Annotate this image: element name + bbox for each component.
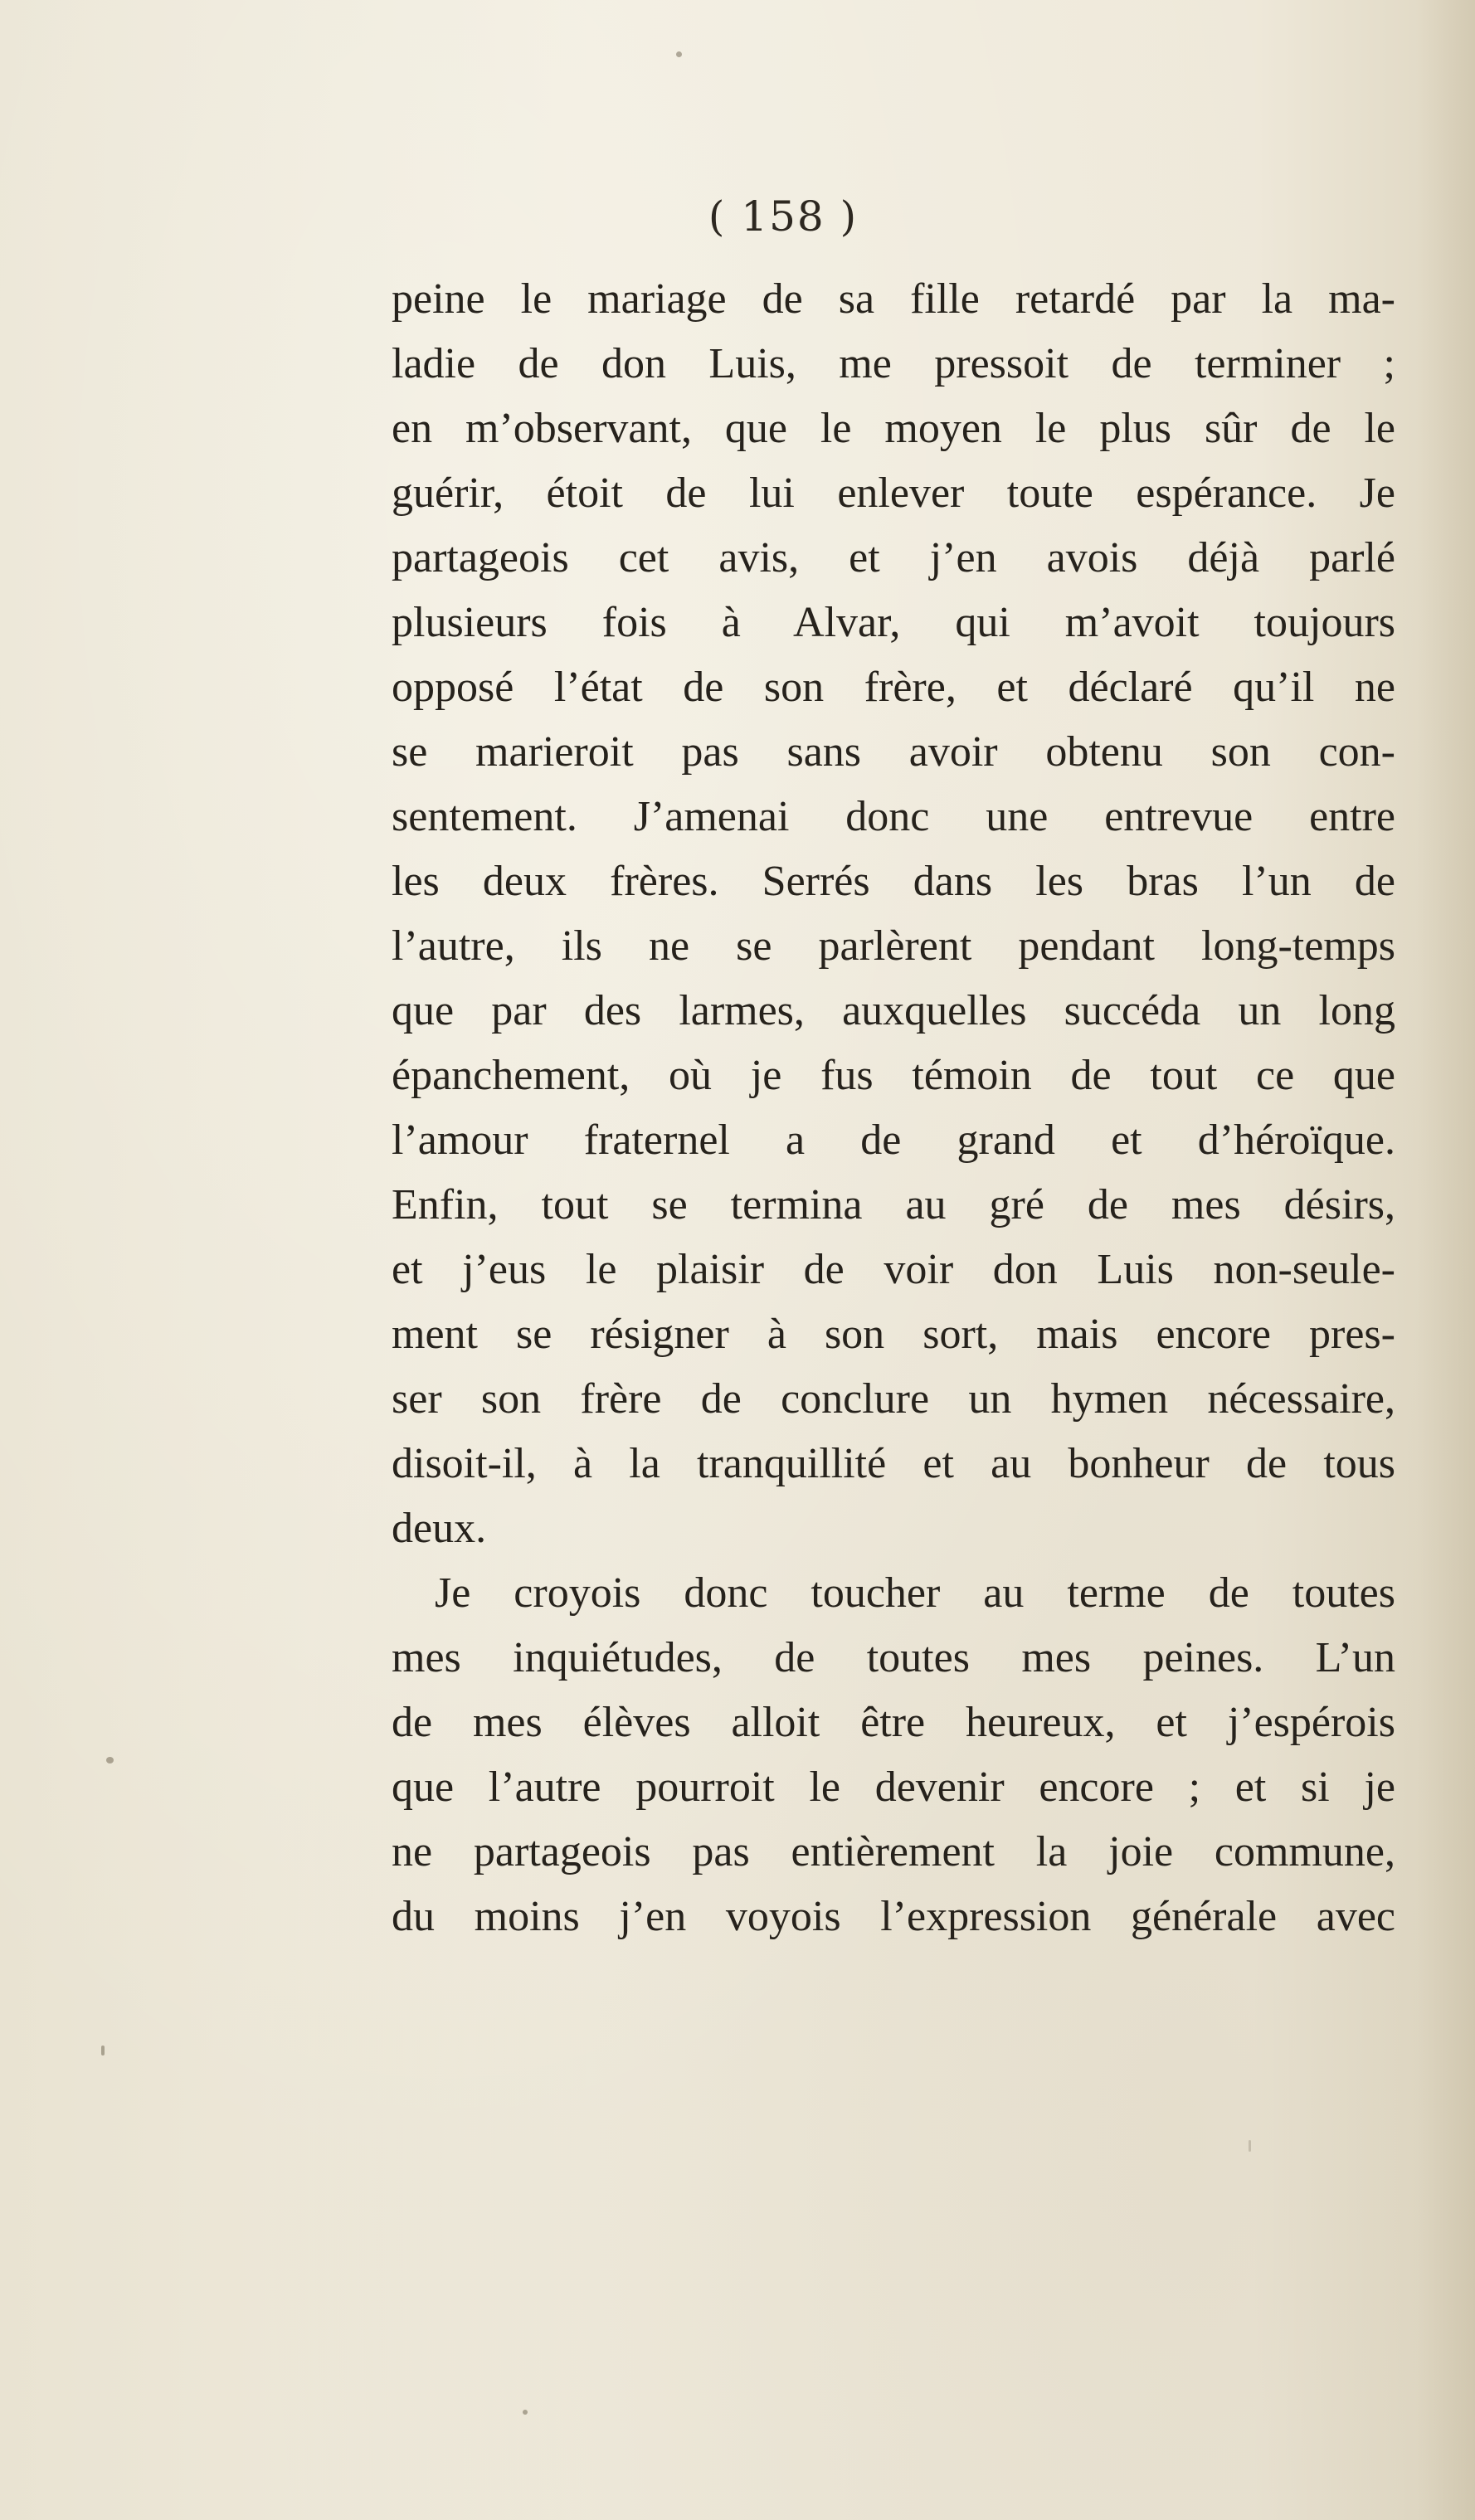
paper-speck: [523, 2410, 528, 2415]
text-line: ladie de don Luis, me pressoit de terminer ;: [392, 340, 1395, 387]
text-line: guérir, étoit de lui enlever toute espérance. Je: [392, 469, 1395, 517]
text-line: épanchement, où je fus témoin de tout ce que: [392, 1052, 1395, 1099]
text-line: l’autre, ils ne se parlèrent pendant long-temps: [392, 922, 1395, 970]
paper-speck: [1249, 2140, 1251, 2152]
text-line: peine le mariage de sa fille retardé par la ma-: [392, 275, 1395, 323]
text-line: plusieurs fois à Alvar, qui m’avoit toujours: [392, 599, 1395, 646]
text-line: en m’observant, que le moyen le plus sûr de le: [392, 405, 1395, 452]
page-number: ( 158 ): [708, 192, 859, 241]
text-line: Enfin, tout se termina au gré de mes désirs,: [392, 1181, 1395, 1228]
text-line: mes inquiétudes, de toutes mes peines. L’un: [392, 1634, 1395, 1681]
page-edge-shadow: [1417, 0, 1475, 2520]
paper-speck: [106, 1757, 114, 1764]
text-line: sentement. J’amenai donc une entrevue entre: [392, 793, 1395, 840]
text-line: partageois cet avis, et j’en avois déjà parlé: [392, 534, 1395, 581]
text-line: du moins j’en voyois l’expression générale avec: [392, 1893, 1395, 1940]
text-line: ment se résigner à son sort, mais encore pres-: [392, 1311, 1395, 1358]
text-line: opposé l’état de son frère, et déclaré qu’il ne: [392, 664, 1395, 711]
text-line: et j’eus le plaisir de voir don Luis non-seule-: [392, 1246, 1395, 1293]
text-line: ser son frère de conclure un hymen nécessaire,: [392, 1375, 1395, 1423]
text-line: de mes élèves alloit être heureux, et j’espérois: [392, 1699, 1395, 1746]
text-line: disoit-il, à la tranquillité et au bonheur de tous: [392, 1440, 1395, 1487]
text-line: l’amour fraternel a de grand et d’héroïque.: [392, 1116, 1395, 1164]
body-text: [392, 267, 1395, 1949]
text-line: les deux frères. Serrés dans les bras l’un de: [392, 858, 1395, 905]
text-line: que l’autre pourroit le devenir encore ; et si je: [392, 1764, 1395, 1811]
text-line: se marieroit pas sans avoir obtenu son con-: [392, 728, 1395, 776]
text-line: que par des larmes, auxquelles succéda un long: [392, 987, 1395, 1034]
paper-speck: [676, 51, 682, 57]
text-line: deux.: [392, 1505, 487, 1552]
text-line: ne partageois pas entièrement la joie commune,: [392, 1828, 1395, 1875]
paper-speck: [101, 2046, 105, 2055]
text-line: Je croyois donc toucher au terme de toutes: [435, 1569, 1395, 1617]
